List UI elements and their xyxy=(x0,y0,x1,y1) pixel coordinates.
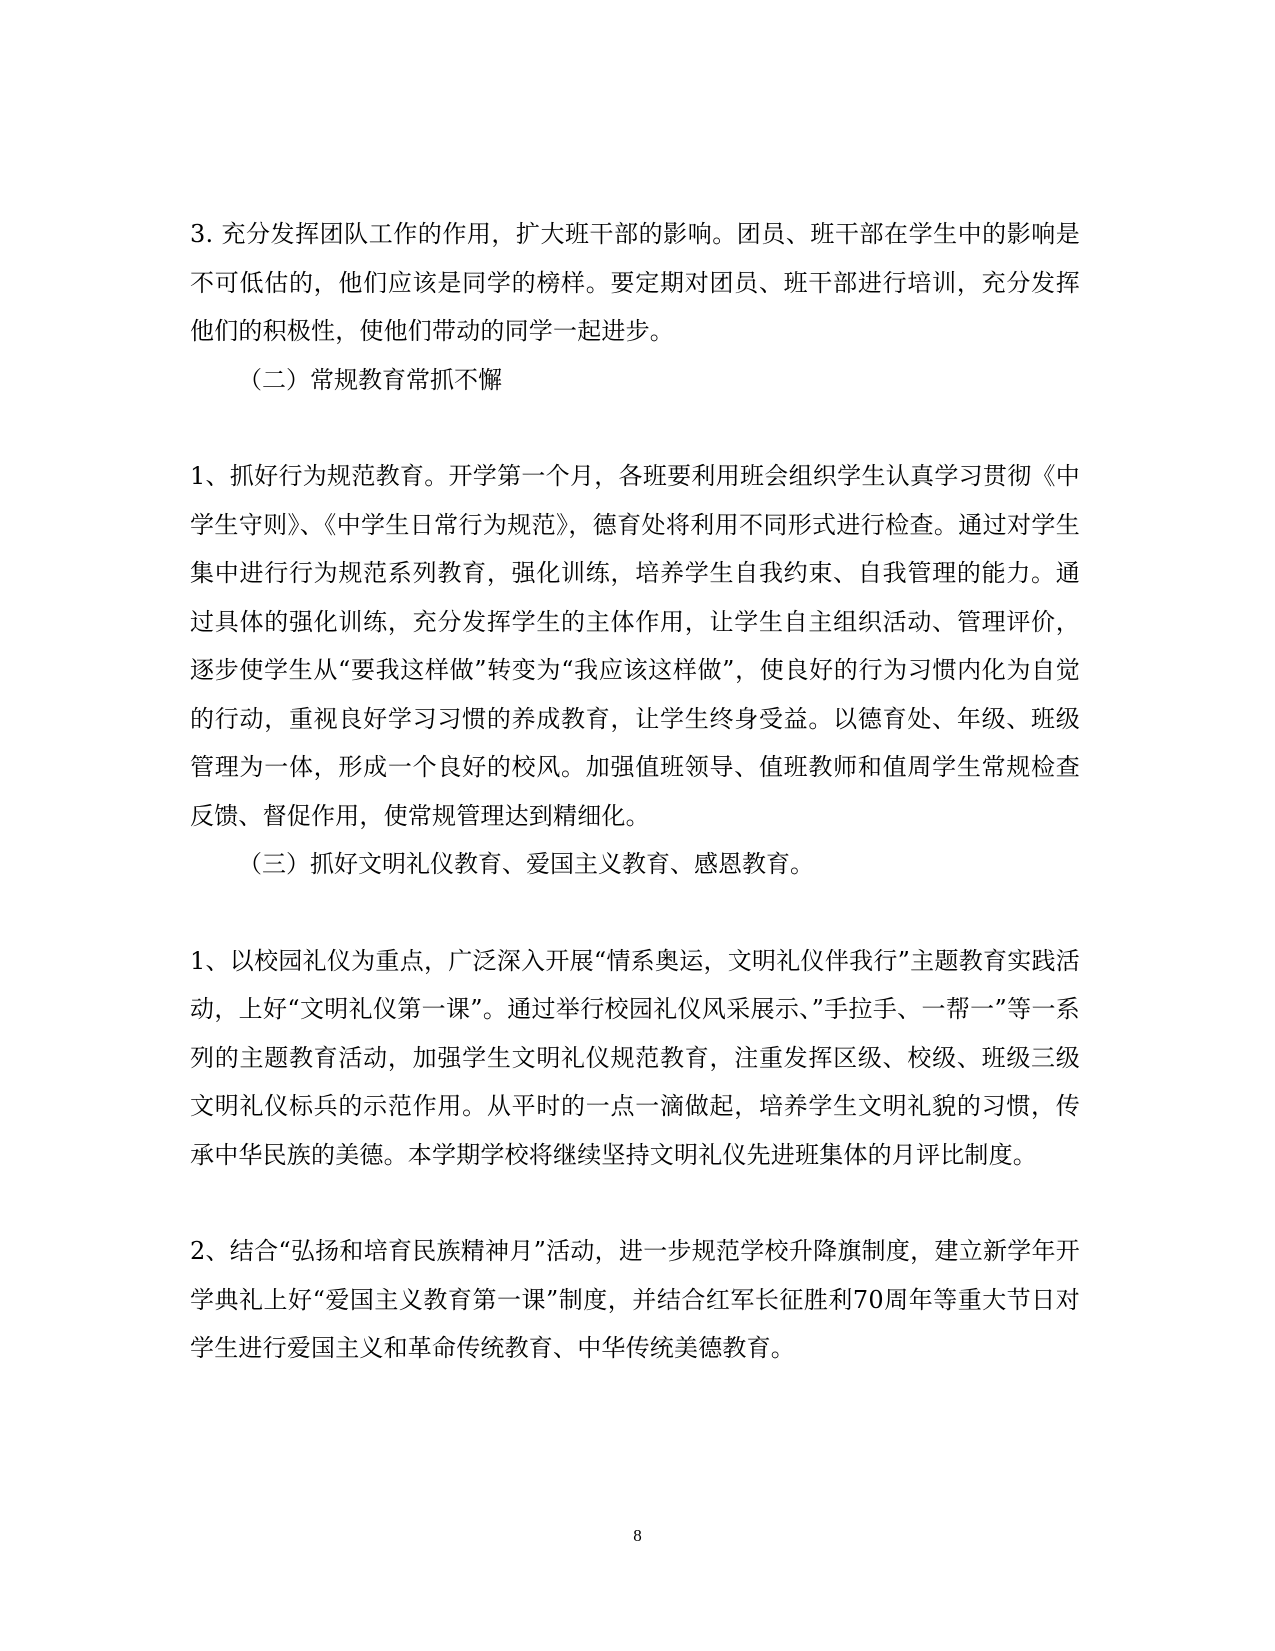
section-heading-etiquette-patriotism: （三）抓好文明礼仪教育、爱国主义教育、感恩教育。 xyxy=(238,850,814,878)
page-number: 8 xyxy=(633,1526,642,1545)
paragraph-spacer xyxy=(190,404,1080,452)
paragraph-spacer xyxy=(190,1179,1080,1227)
section-heading-routine-education: （二）常规教育常抓不懈 xyxy=(238,365,502,394)
paragraph-campus-etiquette: 1、以校园礼仪为重点，广泛深入开展“情系奥运，文明礼仪伴我行”主题教育实践活动，上好“文明礼仪第一课”。通过举行校园礼仪风采展示、”手拉手、一帮一”等一系列的主题教育活动，加强学生文明礼仪规范教育，注重发挥区级、校级、班级三级文明礼仪标兵的示范作用。从平时的一点一滴做起，培养学生文明礼貌的习惯，传承中华民族的美德。本学期学校将继续坚持文明礼仪先进班集体的月评比制度。 xyxy=(190,946,1080,1169)
paragraph-behavior-norms: 1、抓好行为规范教育。开学第一个月，各班要利用班会组织学生认真学习贯彻《中学生守则》、《中学生日常行为规范》，德育处将利用不同形式进行检查。通过对学生集中进行行为规范系列教育，强化训练，培养学生自我约束、自我管理的能力。通过具体的强化训练，充分发挥学生的主体作用，让学生自主组织活动、管理评价，逐步使学生从“要我这样做”转变为“我应该这样做”，使良好的行为习惯内化为自觉的行动，重视良好学习习惯的养成教育，让学生终身受益。以德育处、年级、班级管理为一体，形成一个良好的校风。加强值班领导、值班教师和值周学生常规检查反馈、督促作用，使常规管理达到精细化。 xyxy=(190,462,1080,830)
paragraph-spacer xyxy=(190,889,1080,937)
paragraph-team-work: 3. 充分发挥团队工作的作用，扩大班干部的影响。团员、班干部在学生中的影响是不可低估的，他们应该是同学的榜样。要定期对团员、班干部进行培训，充分发挥他们的积极性，使他们带动的同学一起进步。 xyxy=(190,220,1080,345)
paragraph-patriotism-education: 2、结合“弘扬和培育民族精神月”活动，进一步规范学校升降旗制度，建立新学年开学典礼上好“爱国主义教育第一课”制度，并结合红军长征胜利70周年等重大节日对学生进行爱国主义和革命传统教育、中华传统美德教育。 xyxy=(190,1237,1080,1362)
document-body xyxy=(190,210,1080,1373)
